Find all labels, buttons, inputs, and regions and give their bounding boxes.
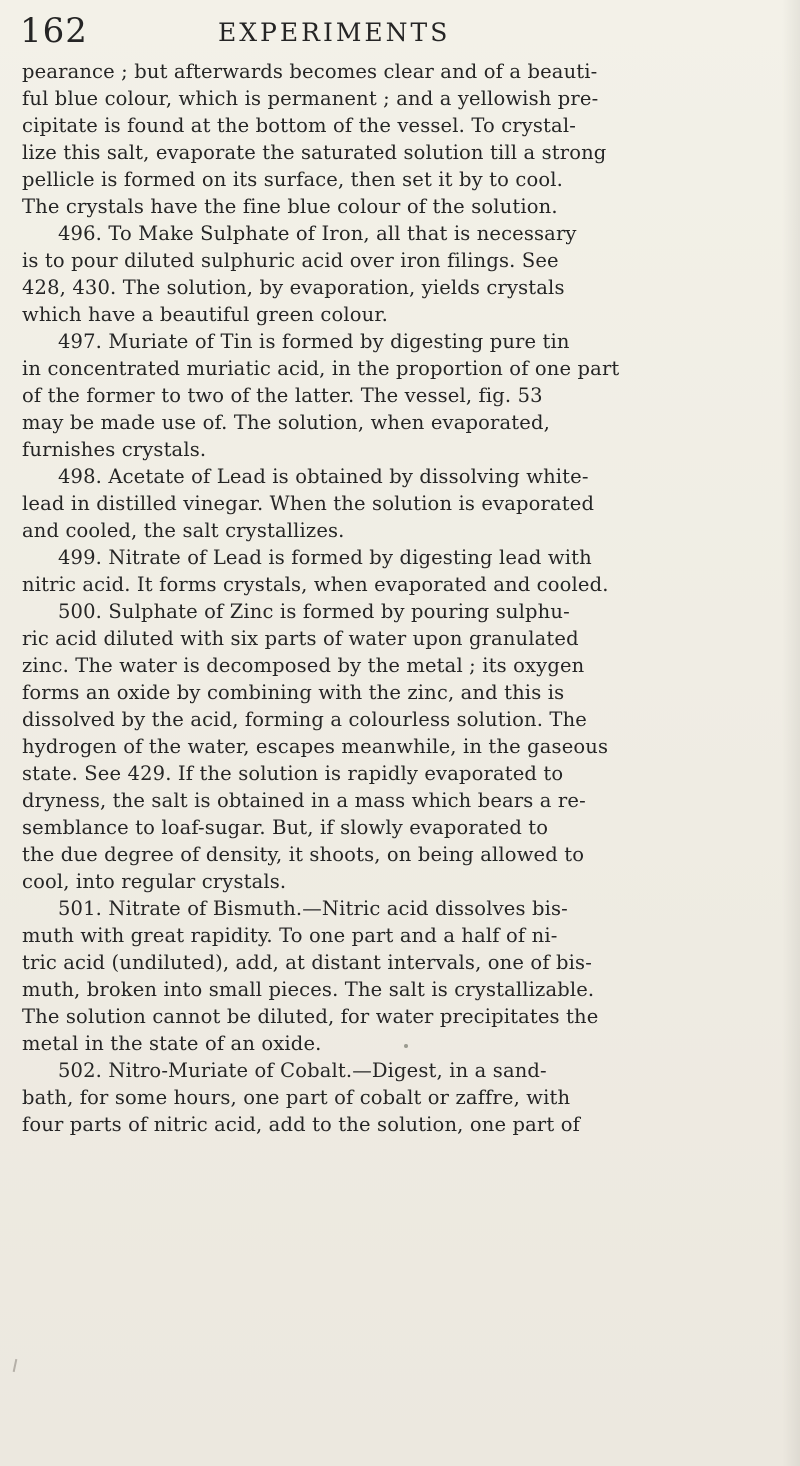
text-line: four parts of nitric acid, add to the solution, one part of — [22, 1113, 580, 1136]
text-line: tric acid (undiluted), add, at distant intervals, one of bis- — [22, 951, 592, 974]
page-edge-shadow — [782, 0, 800, 1466]
text-line: The solution cannot be diluted, for water precipitates the — [22, 1005, 599, 1028]
text-line: pearance ; but afterwards becomes clear and of a beauti- — [22, 60, 598, 83]
text-line: dryness, the salt is obtained in a mass which bears a re- — [22, 789, 586, 812]
page-number: 162 — [20, 11, 88, 51]
text-line: muth, broken into small pieces. The salt is crystallizable. — [22, 978, 595, 1001]
text-line: The crystals have the fine blue colour of the solution. — [22, 195, 558, 218]
text-line: furnishes crystals. — [22, 438, 207, 461]
text-line: is to pour diluted sulphuric acid over iron filings. See — [22, 249, 559, 272]
text-line: cool, into regular crystals. — [22, 870, 287, 893]
text-line: which have a beautiful green colour. — [22, 303, 389, 326]
text-line: bath, for some hours, one part of cobalt or zaffre, with — [22, 1086, 571, 1109]
text-line: the due degree of density, it shoots, on being allowed to — [22, 843, 585, 866]
text-line: and cooled, the salt crystallizes. — [22, 519, 345, 542]
text-line: nitric acid. It forms crystals, when evaporated and cooled. — [22, 573, 609, 596]
paragraph-500-start: 500. Sulphate of Zinc is formed by pouring sulphu- — [58, 600, 570, 623]
text-line: lize this salt, evaporate the saturated solution till a strong — [22, 141, 607, 164]
text-line: ful blue colour, which is permanent ; and a yellowish pre- — [22, 87, 599, 110]
paragraph-498-start: 498. Acetate of Lead is obtained by dissolving white- — [58, 465, 589, 488]
text-line: zinc. The water is decomposed by the metal ; its oxygen — [22, 654, 585, 677]
text-line: lead in distilled vinegar. When the solution is evaporated — [22, 492, 595, 515]
text-line: semblance to loaf-sugar. But, if slowly evaporated to — [22, 816, 549, 839]
text-line: state. See 429. If the solution is rapidly evaporated to — [22, 762, 564, 785]
text-line: ric acid diluted with six parts of water upon granulated — [22, 627, 579, 650]
text-line: may be made use of. The solution, when evaporated, — [22, 411, 550, 434]
text-line: pellicle is formed on its surface, then set it by to cool. — [22, 168, 563, 191]
body-text — [22, 58, 782, 1138]
paragraph-499-start: 499. Nitrate of Lead is formed by digesting lead with — [58, 546, 592, 569]
text-line: muth with great rapidity. To one part and a half of ni- — [22, 924, 558, 947]
paragraph-497-start: 497. Muriate of Tin is formed by digesting pure tin — [58, 330, 570, 353]
running-head: EXPERIMENTS — [218, 18, 451, 47]
paragraph-502-start: 502. Nitro-Muriate of Cobalt.—Digest, in a sand- — [58, 1059, 547, 1082]
paragraph-501-start: 501. Nitrate of Bismuth.—Nitric acid dissolves bis- — [58, 897, 568, 920]
text-line: in concentrated muriatic acid, in the proportion of one part — [22, 357, 620, 380]
text-line: metal in the state of an oxide. — [22, 1032, 322, 1055]
text-line: hydrogen of the water, escapes meanwhile, in the gaseous — [22, 735, 609, 758]
margin-mark — [13, 1359, 18, 1372]
text-line: of the former to two of the latter. The vessel, fig. 53 — [22, 384, 543, 407]
paragraph-496-start: 496. To Make Sulphate of Iron, all that is necessary — [58, 222, 577, 245]
text-line: forms an oxide by combining with the zinc, and this is — [22, 681, 565, 704]
ink-mark — [404, 1044, 408, 1048]
text-line: dissolved by the acid, forming a colourless solution. The — [22, 708, 587, 731]
text-line: 428, 430. The solution, by evaporation, yields crystals — [22, 276, 565, 299]
text-line: cipitate is found at the bottom of the vessel. To crystal- — [22, 114, 576, 137]
